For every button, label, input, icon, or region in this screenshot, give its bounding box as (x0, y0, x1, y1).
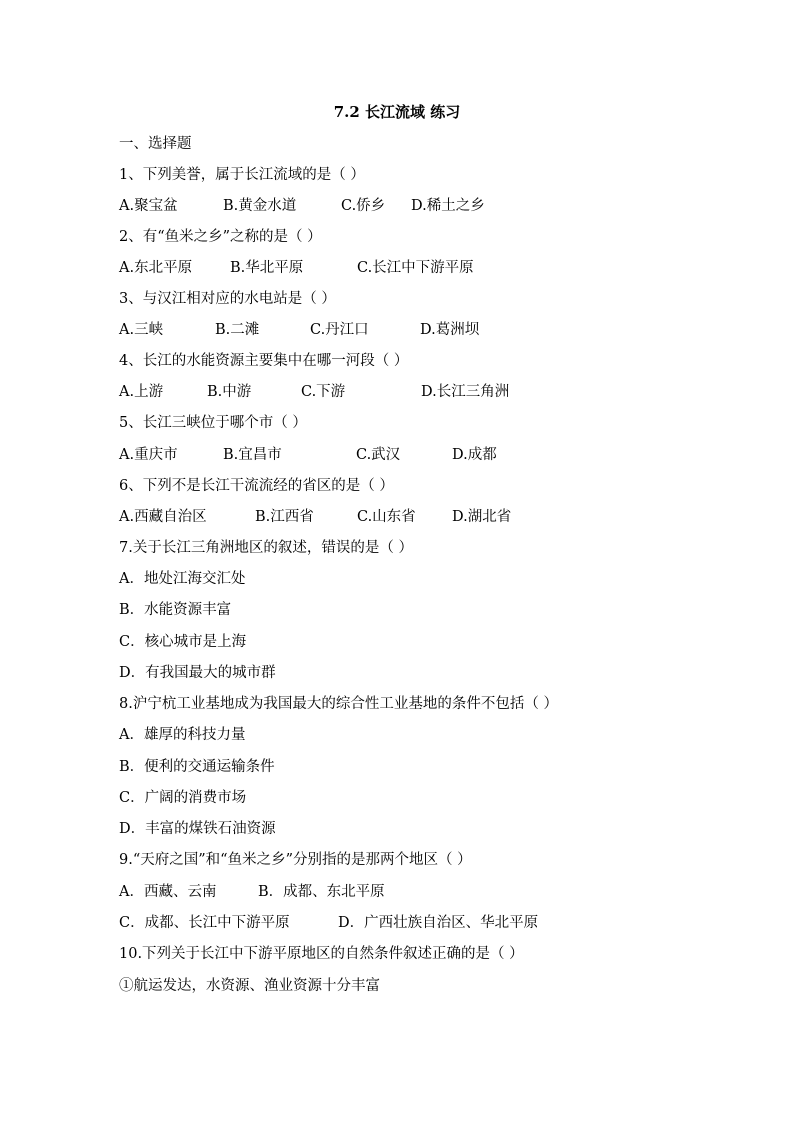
option-d[interactable]: D.长江三角洲 (421, 384, 510, 400)
option-a[interactable]: A.三峡 (119, 322, 164, 338)
question-10-statement-1: ①航运发达，水资源、渔业资源十分丰富 (119, 978, 380, 994)
section-heading: 一、选择题 (119, 136, 192, 152)
question-7-option-d[interactable]: D．有我国最大的城市群 (119, 665, 276, 681)
question-2-stem: 2、有“鱼米之乡”之称的是（ ） (119, 229, 322, 245)
question-3-stem: 3、与汉江相对应的水电站是（ ） (119, 291, 336, 307)
question-6-stem: 6、下列不是长江干流流经的省区的是（ ） (119, 478, 394, 494)
option-b[interactable]: B.华北平原 (230, 260, 304, 276)
question-7-option-a[interactable]: A．地处江海交汇处 (119, 571, 246, 587)
option-c[interactable]: C.侨乡 (341, 198, 386, 214)
option-b[interactable]: B.黄金水道 (223, 198, 297, 214)
option-a[interactable]: A．西藏、云南 (119, 884, 217, 900)
option-c[interactable]: C.武汉 (356, 447, 401, 463)
question-8-option-b[interactable]: B．便利的交通运输条件 (119, 759, 275, 775)
question-8-stem: 8.沪宁杭工业基地成为我国最大的综合性工业基地的条件不包括（ ） (119, 696, 558, 712)
question-7-option-c[interactable]: C．核心城市是上海 (119, 634, 247, 650)
question-8-option-c[interactable]: C．广阔的消费市场 (119, 790, 247, 806)
option-d[interactable]: D.葛洲坝 (420, 322, 480, 338)
option-c[interactable]: C.长江中下游平原 (357, 260, 474, 276)
option-c[interactable]: C.下游 (301, 384, 346, 400)
question-8-option-a[interactable]: A．雄厚的科技力量 (119, 727, 246, 743)
question-1-stem: 1、下列美誉，属于长江流域的是（ ） (119, 167, 365, 183)
option-a[interactable]: A.重庆市 (119, 447, 178, 463)
option-b[interactable]: B.江西省 (255, 509, 314, 525)
option-b[interactable]: B.宜昌市 (223, 447, 282, 463)
option-c[interactable]: C.山东省 (357, 509, 416, 525)
option-a[interactable]: A.上游 (119, 384, 164, 400)
option-a[interactable]: A.东北平原 (119, 260, 193, 276)
option-a[interactable]: A.西藏自治区 (119, 509, 207, 525)
option-b[interactable]: B．成都、东北平原 (258, 884, 385, 900)
option-d[interactable]: D.稀土之乡 (411, 198, 485, 214)
worksheet-title: 7.2 长江流域 练习 (333, 103, 461, 121)
question-5-stem: 5、长江三峡位于哪个市（ ） (119, 415, 307, 431)
question-7-stem: 7.关于长江三角洲地区的叙述，错误的是（ ） (119, 540, 413, 556)
question-8-option-d[interactable]: D．丰富的煤铁石油资源 (119, 821, 276, 837)
option-d[interactable]: D.成都 (452, 447, 497, 463)
question-4-stem: 4、长江的水能资源主要集中在哪一河段（ ） (119, 353, 409, 369)
option-d[interactable]: D.湖北省 (452, 509, 512, 525)
option-c[interactable]: C．成都、长江中下游平原 (119, 915, 290, 931)
option-b[interactable]: B.二滩 (215, 322, 260, 338)
question-9-stem: 9.“天府之国”和“鱼米之乡”分别指的是那两个地区（ ） (119, 852, 472, 868)
question-10-stem: 10.下列关于长江中下游平原地区的自然条件叙述正确的是（ ） (119, 946, 524, 962)
question-7-option-b[interactable]: B．水能资源丰富 (119, 602, 232, 618)
option-b[interactable]: B.中游 (207, 384, 252, 400)
option-c[interactable]: C.丹江口 (310, 322, 369, 338)
option-d[interactable]: D．广西壮族自治区、华北平原 (338, 915, 539, 931)
option-a[interactable]: A.聚宝盆 (119, 198, 178, 214)
